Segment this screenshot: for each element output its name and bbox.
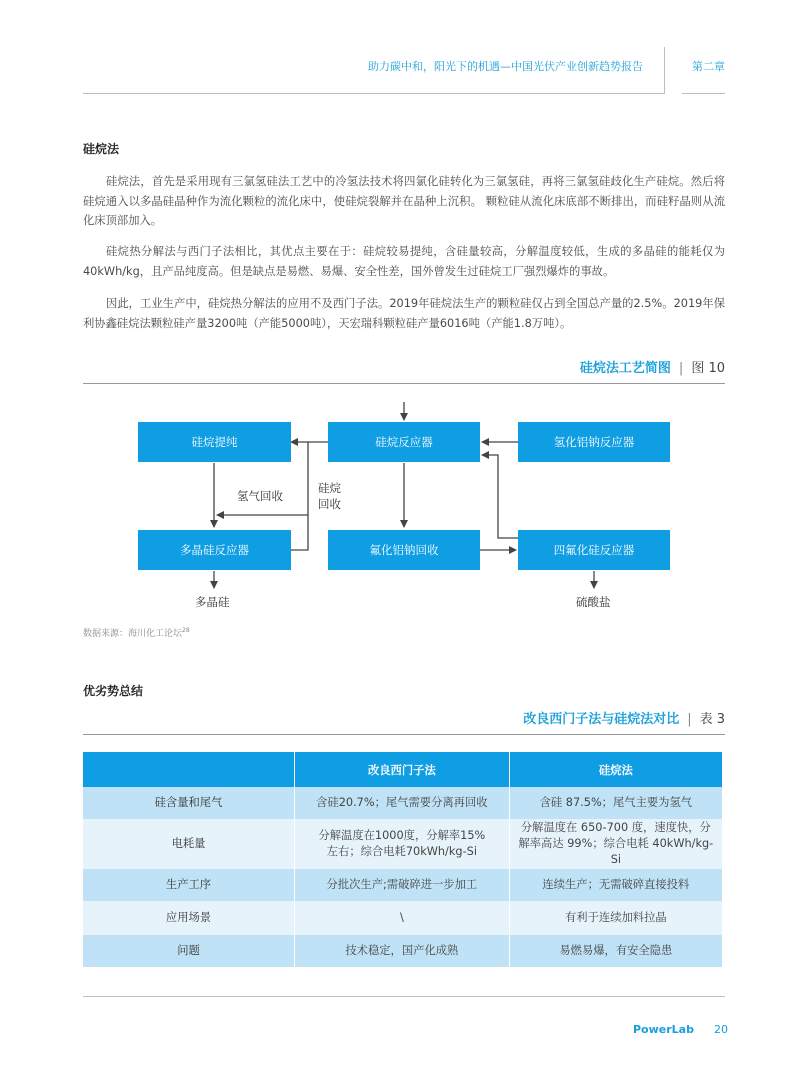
caption-separator: |	[687, 712, 692, 727]
box-fluoride-recovery: 氟化铝钠回收	[328, 530, 480, 570]
cell-silane: 分解温度在 650-700 度，速度快，分解率高达 99%；综合电耗 40kWh/kg-Si	[509, 819, 722, 869]
row-label: 硅含量和尾气	[83, 787, 295, 819]
chapter-label: 第二章	[692, 60, 725, 73]
label-silane-recovery: 硅烷 回收	[318, 481, 341, 511]
comparison-table	[83, 752, 723, 967]
cell-siemens: 分解温度在1000度，分解率15%左右；综合电耗70kWh/kg-Si	[295, 819, 510, 869]
row-label: 电耗量	[83, 819, 295, 869]
footer-rule	[83, 996, 725, 997]
header-cell-silane: 硅烷法	[509, 752, 722, 787]
section-heading-summary: 优劣势总结	[83, 684, 144, 698]
cell-silane: 含硅 87.5%；尾气主要为氢气	[509, 787, 722, 819]
row-label: 应用场景	[83, 901, 295, 935]
cell-silane: 有利于连续加料拉晶	[509, 901, 722, 935]
box-polysilicon-reactor: 多晶硅反应器	[138, 530, 291, 570]
cell-silane: 连续生产；无需破碎直接投料	[509, 869, 722, 901]
section-heading-silane: 硅烷法	[83, 142, 120, 156]
table-number: 表 3	[699, 712, 725, 727]
table-row	[83, 901, 723, 935]
data-source-ref: 28	[182, 627, 190, 634]
box-silane-reactor: 硅烷反应器	[328, 422, 480, 462]
paragraph-2-text: 硅烷热分解法与西门子法相比，其优点主要在于：硅烷较易提纯，含硅量较高，分解温度较低，生成的多晶硅的能耗仅为40kWh/kg，且产品纯度高。但是缺点是易燃、易爆、安全性差，国外曾发生过硅烷工厂强烈爆炸的事故。	[83, 245, 725, 278]
header-cell-siemens: 改良西门子法	[295, 752, 510, 787]
box-sif4-reactor: 四氟化硅反应器	[518, 530, 670, 570]
arrow-sif4-to-reactor	[482, 455, 518, 538]
cell-siemens: 技术稳定，国产化成熟	[295, 935, 510, 967]
paragraph-3-text: 因此，工业生产中，硅烷热分解法的应用不及西门子法。2019年硅烷法生产的颗粒硅仅占到全国总产量的2.5%。2019年保利协鑫硅烷法颗粒硅产量3200吨（产能5000吨），天宏瑞科颗粒硅产量6016吨（产能1.8万吨）。	[83, 297, 725, 330]
report-title: 助力碳中和，阳光下的机遇—中国光伏产业创新趋势报告	[368, 60, 643, 73]
data-source-text: 数据来源：海川化工论坛	[83, 629, 183, 639]
row-label: 问题	[83, 935, 295, 967]
cell-siemens: \	[295, 901, 510, 935]
table-title: 改良西门子法与硅烷法对比	[523, 712, 680, 727]
cell-silane: 易燃易爆，有安全隐患	[509, 935, 722, 967]
data-source	[83, 626, 190, 639]
table-row	[83, 787, 723, 819]
label-polysilicon-output: 多晶硅	[195, 595, 230, 609]
figure-number: 图 10	[691, 361, 725, 376]
table-row	[83, 935, 723, 967]
box-silane-purify: 硅烷提纯	[138, 422, 291, 462]
footer-brand: PowerLab	[633, 1023, 694, 1036]
label-hydrogen-recovery: 氢气回收	[237, 489, 283, 503]
cell-siemens: 含硅20.7%；尾气需要分离再回收	[295, 787, 510, 819]
table-row	[83, 869, 723, 901]
page-number: 20	[714, 1023, 728, 1036]
figure-title: 硅烷法工艺简图	[579, 361, 671, 376]
paragraph-1-text: 硅烷法，首先是采用现有三氯氢硅法工艺中的冷氢法技术将四氯化硅转化为三氯氢硅，再将三氯氢硅歧化生产硅烷。然后将硅烷通入以多晶硅晶种作为流化颗粒的流化床中，使硅烷裂解并在晶种上沉积。 颗粒硅从流化床底部不断排出，而硅籽晶则从流化床顶部加入。	[83, 175, 725, 227]
table-caption	[523, 708, 725, 727]
label-sulfate-output: 硫酸盐	[576, 595, 611, 609]
box-naalh4-reactor: 氢化铝钠反应器	[518, 422, 670, 462]
table-header-row	[83, 752, 723, 787]
table-row	[83, 819, 723, 869]
cell-siemens: 分批次生产;需破碎进一步加工	[295, 869, 510, 901]
caption-separator: |	[678, 361, 684, 376]
table-rule	[83, 734, 725, 735]
header-cell-empty	[83, 752, 295, 787]
row-label: 生产工序	[83, 869, 295, 901]
line-silane-recovery	[291, 442, 308, 550]
